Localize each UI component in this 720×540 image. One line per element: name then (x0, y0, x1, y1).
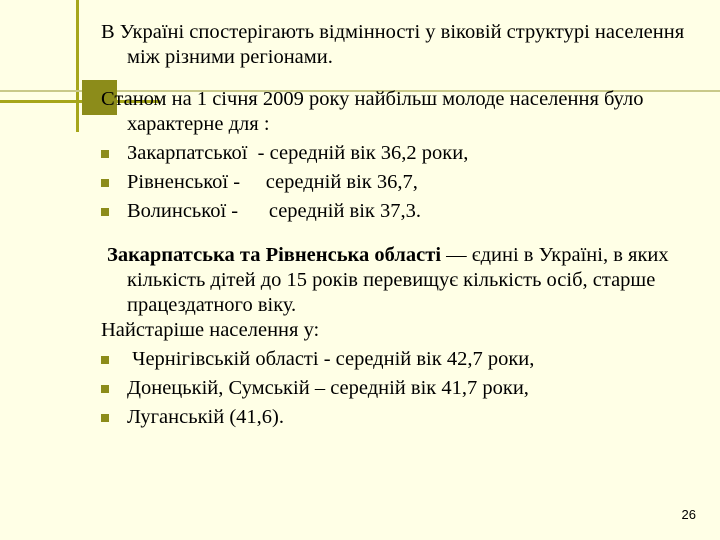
square-bullet-icon (101, 150, 109, 158)
square-bullet-icon (101, 385, 109, 393)
square-bullet-icon (101, 356, 109, 364)
bold-regions: Закарпатська та Рівненська області (107, 244, 442, 266)
list-item: Закарпатської - середній вік 36,2 роки, (101, 141, 711, 166)
ornament-vertical-line (76, 0, 79, 132)
list-item: Чернігівській області - середній вік 42,7 роки, (101, 347, 711, 372)
list-item: Донецькій, Сумській – середній вік 41,7 роки, (101, 376, 711, 401)
square-bullet-icon (101, 179, 109, 187)
list-item: Рівненської - середній вік 36,7, (101, 170, 711, 195)
section1-intro: Станом на 1 січня 2009 року найбільш молоде населення було характерне для : (101, 88, 644, 135)
title-paragraph: В Україні спостерігають відмінності у віковій структурі населення між різними регіонами. (101, 21, 685, 68)
list-item: Волинської - середній вік 37,3. (101, 199, 711, 224)
slide-content (101, 20, 711, 434)
section2-paragraph: Закарпатська та Рівненська області — єдині в Україні, в яких кількість дітей до 15 років перевищує кількість осіб, старше працездатного віку. (107, 244, 669, 316)
section2-intro: Найстаріше населення у: (101, 319, 320, 341)
page-number: 26 (681, 507, 696, 522)
square-bullet-icon (101, 208, 109, 216)
list-item: Луганській (41,6). (101, 405, 711, 430)
square-bullet-icon (101, 414, 109, 422)
